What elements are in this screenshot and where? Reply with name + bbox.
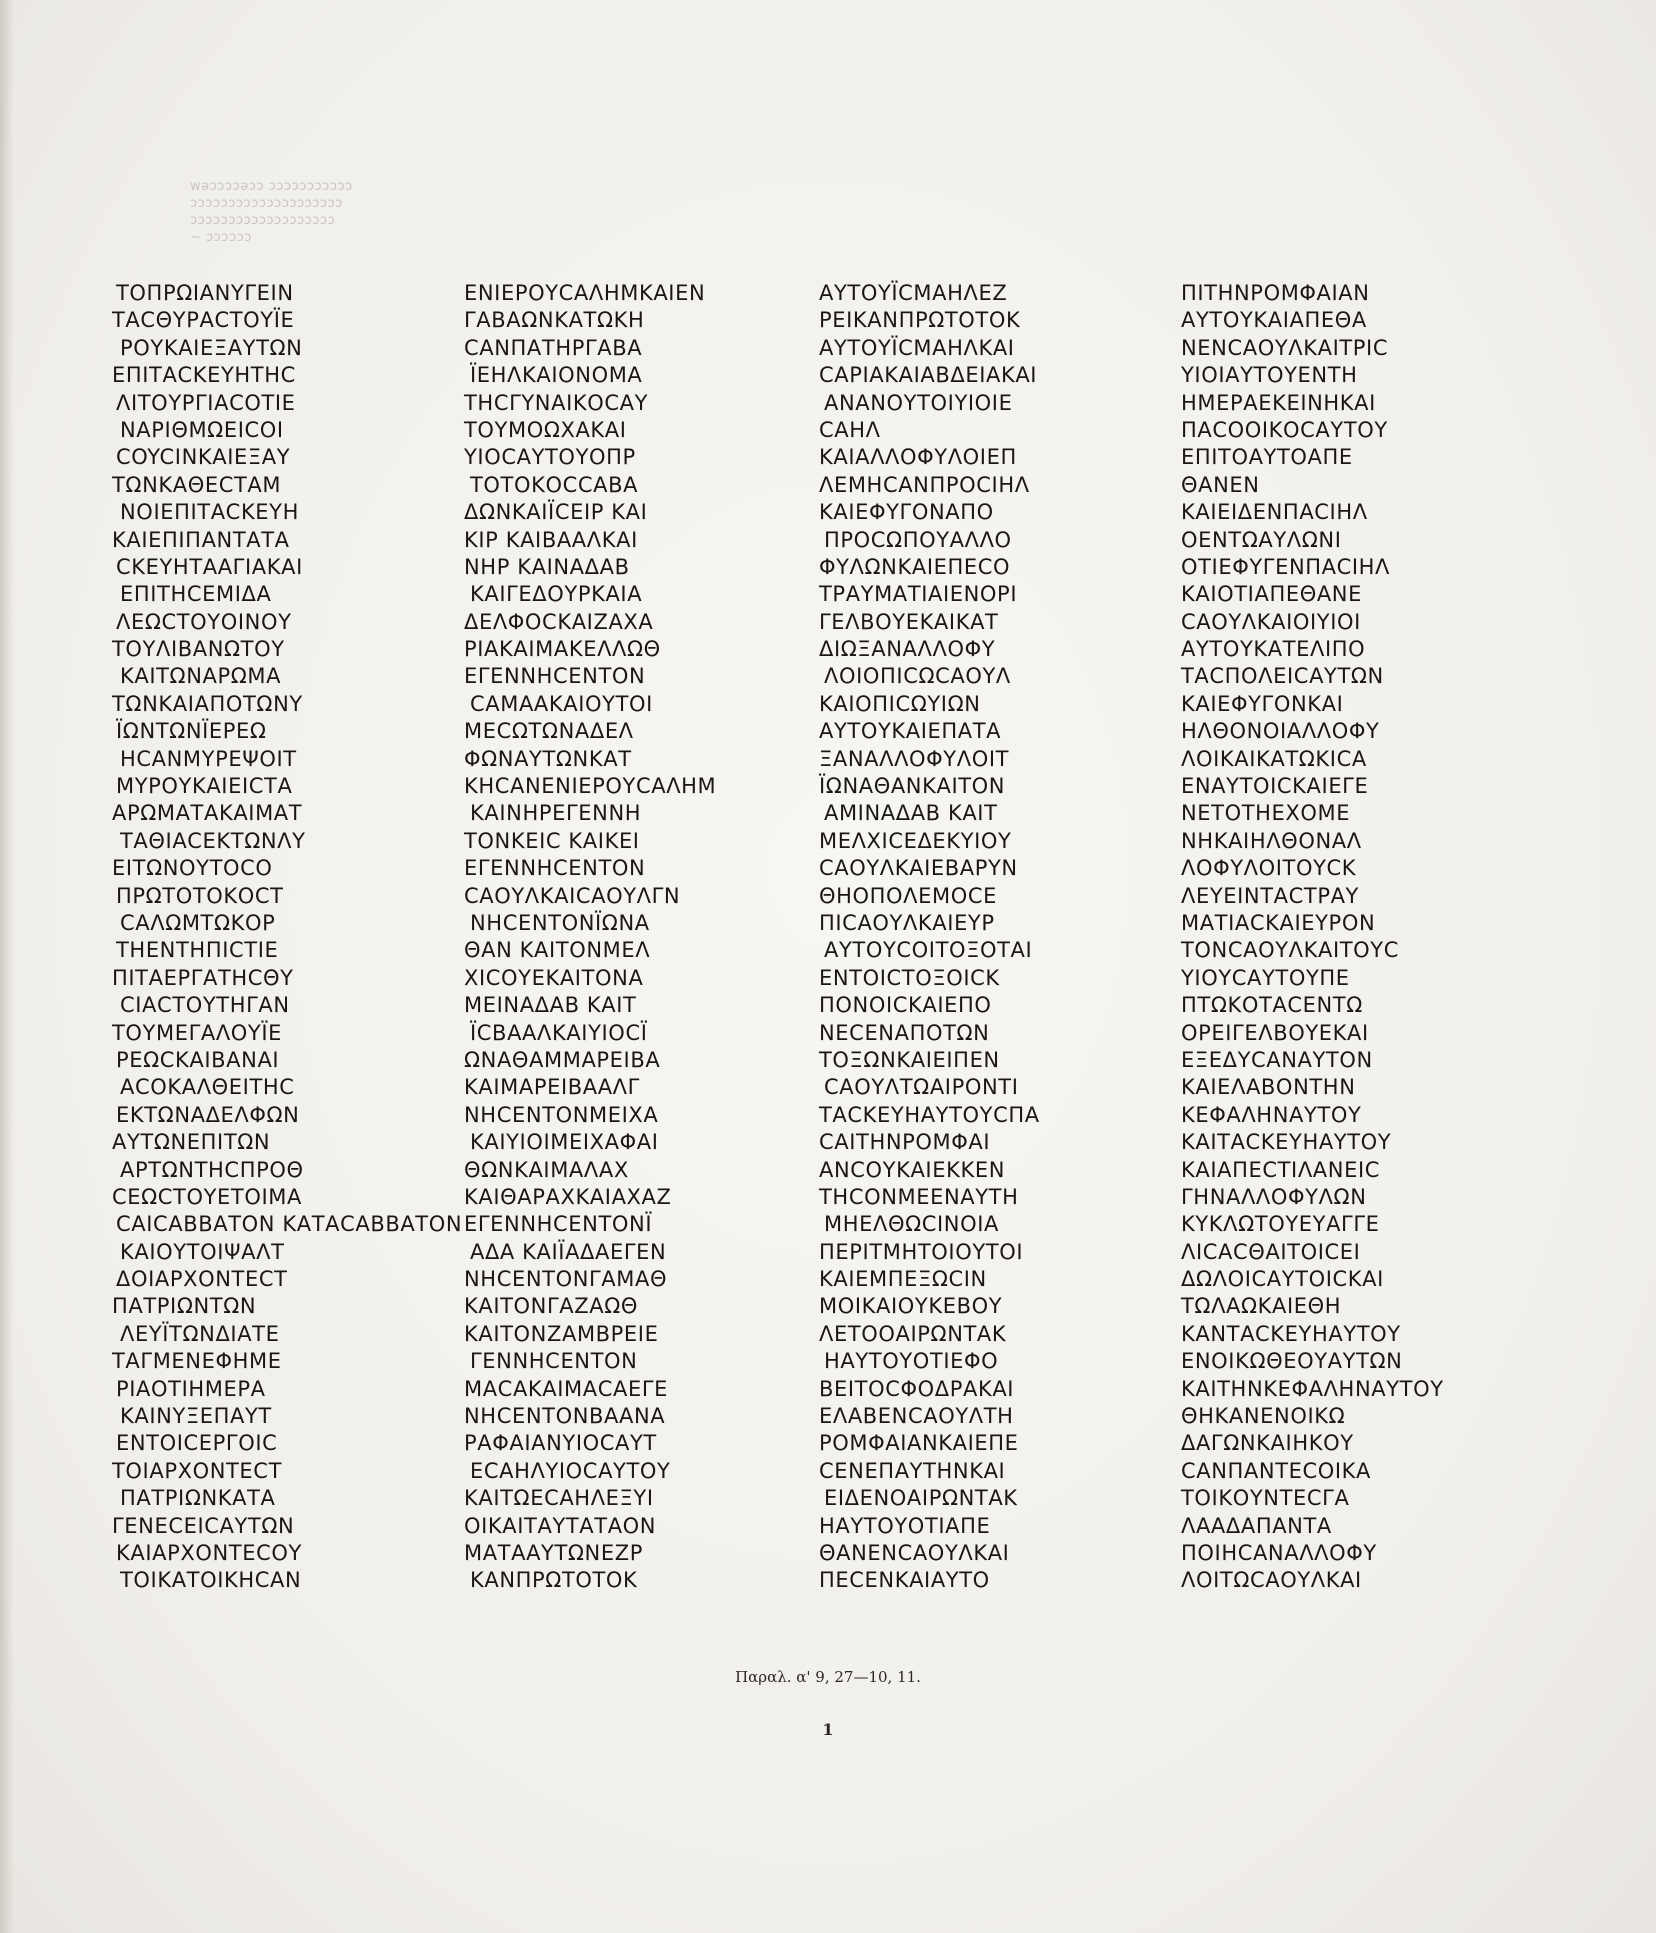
text-line: ΤΑCΚΕΥΗΑΥΤΟΥCΠΑ bbox=[819, 1102, 1040, 1127]
text-line: ΤΩΛΑΩΚΑΙΕΘΗ bbox=[1181, 1294, 1342, 1319]
text-line: ΠΡΟCΩΠΟΥΑΛΛΟ bbox=[824, 527, 1012, 552]
text-line: ΟΙΚΑΙΤΑΥΤΑΤΑΟΝ bbox=[464, 1513, 657, 1538]
bleed-through-line: wəɔɔɔɔəɔɔ ɔɔɔɔɔɔɔɔɔɔɔ bbox=[190, 179, 353, 194]
text-line: ΑΥΤΟΥΚΑΙΑΠΕΘΑ bbox=[1181, 308, 1367, 333]
text-line: ΤΟΞΩΝΚΑΙΕΙΠΕΝ bbox=[819, 1047, 1000, 1072]
text-line: ΚΑΙΟΥΤΟΙΨΑΛΤ bbox=[120, 1239, 285, 1264]
text-line: ΚΑΝΠΡΩΤΟΤΟΚ bbox=[470, 1568, 638, 1593]
text-column-4 bbox=[1181, 280, 1501, 1595]
text-line: CΑΝΠΑΤΗΡΓΑΒΑ bbox=[464, 335, 643, 360]
text-line: ΑCΟΚΑΛΘΕΙΤΗC bbox=[120, 1075, 295, 1100]
text-line: ΔΑΓΩΝΚΑΙΗΚΟΥ bbox=[1181, 1431, 1354, 1456]
text-line: ΗΑΥΤΟΥΟΤΙΕΦΟ bbox=[824, 1349, 999, 1374]
text-line: ΚΑΙΜΑΡΕΙΒΑΑΛΓ bbox=[464, 1075, 640, 1100]
text-column-2 bbox=[464, 280, 784, 1595]
text-line: ΝΟΙΕΠΙΤΑCΚΕΥΗ bbox=[120, 500, 299, 525]
text-line: ΕΠΙΤΟΑΥΤΟΑΠΕ bbox=[1181, 445, 1353, 470]
text-line: ΛΑΑΔΑΠΑΝΤΑ bbox=[1181, 1513, 1332, 1538]
text-line: ΑΥΤΟΥΚΑΤΕΛΙΠΟ bbox=[1181, 637, 1366, 662]
text-line: ΚΑΙΑΠΕCΤΙΛΑΝΕΙC bbox=[1181, 1157, 1381, 1182]
text-line: CΕΝΕΠΑΥΤΗΝΚΑΙ bbox=[819, 1458, 1006, 1483]
text-line: ΤΟΥΛΙΒΑΝΩΤΟΥ bbox=[112, 637, 285, 662]
text-line: ΞΑΝΑΛΛΟΦΥΛΟΙΤ bbox=[819, 746, 1010, 771]
text-line: ΡΙΑΚΑΙΜΑΚΕΛΛΩΘ bbox=[464, 637, 661, 662]
text-line: ΦΩΝΑΥΤΩΝΚΑΤ bbox=[464, 746, 632, 771]
text-line: ΜΕΙΝΑΔΑΒ ΚΑΙΤ bbox=[464, 993, 637, 1018]
text-line: ΚΑΙΕΛΑΒΟΝΤΗΝ bbox=[1181, 1075, 1356, 1100]
text-line: ΤΗCΓΥΝΑΙΚΟCΑΥ bbox=[464, 390, 649, 415]
text-line: ΜΑΤΑΑΥΤΩΝΕΖΡ bbox=[464, 1540, 643, 1565]
text-line: CΑΜΑΑΚΑΙΟΥΤΟΙ bbox=[470, 691, 653, 716]
text-line: ΚΑΙΑΛΛΟΦΥΛΟΙΕΠ bbox=[819, 445, 1017, 470]
text-line: ΚΑΙΕΦΥΓΟΝΚΑΙ bbox=[1181, 691, 1344, 716]
text-line: ΒΕΙΤΟCΦΟΔΡΑΚΑΙ bbox=[819, 1376, 1015, 1401]
text-line: COYCINΚΑΙΕΞΑΥ bbox=[116, 445, 291, 470]
text-line: ΕΠΙΤΗCΕΜΙΔΑ bbox=[120, 582, 272, 607]
text-line: ΤΩΝΚΑΘΕCΤΑΜ bbox=[112, 472, 282, 497]
text-line: ΚΑΙΘΑΡΑΧΚΑΙΑΧΑΖ bbox=[464, 1184, 672, 1209]
text-line: ΡΟΜΦΑΙΑΝΚΑΙΕΠΕ bbox=[819, 1431, 1019, 1456]
text-line: ΚΑΙΤΩΕCΑΗΛΕΞΥΙ bbox=[464, 1486, 654, 1511]
text-line: CΑΟΥΛΚΑΙΟΙΥΙΟΙ bbox=[1181, 609, 1361, 634]
text-line: ΕΠΙΤΑCΚΕΥΗΤΗC bbox=[112, 363, 296, 388]
text-line: ΕΝΤΟΙCΕΡΓΟΙC bbox=[116, 1431, 278, 1456]
text-line: ΕCΑΗΛΥΙΟCΑΥΤΟΥ bbox=[470, 1458, 671, 1483]
text-line: ΛΕΩCΤΟΥΟΙΝΟΥ bbox=[116, 609, 292, 634]
text-line: ΜΕΛΧΙCΕΔΕΚΥΙΟΥ bbox=[819, 828, 1012, 853]
text-line: ΑΥΤΟΥΚΑΙΕΠΑΤΑ bbox=[819, 719, 1002, 744]
text-line: ΕΞΕΔΥCΑΝΑΥΤΟΝ bbox=[1181, 1047, 1373, 1072]
text-line: ΤΟΙΑΡΧΟΝΤΕCΤ bbox=[112, 1458, 282, 1483]
text-line: ΕΝΑΥΤΟΙCΚΑΙΕΓΕ bbox=[1181, 774, 1369, 799]
text-line: ΘΩΝΚΑΙΜΑΛΑΧ bbox=[464, 1157, 629, 1182]
text-line: ΗΜΕΡΑΕΚΕΙΝΗΚΑΙ bbox=[1181, 390, 1376, 415]
text-line: ΓΑΒΑΩΝΚΑΤΩΚΗ bbox=[464, 308, 645, 333]
text-line: ΤΟΥΜΟΩΧΑΚΑΙ bbox=[464, 417, 627, 442]
text-line: ΡΕΩCΚΑΙΒΑΝΑΙ bbox=[116, 1047, 280, 1072]
text-line: ΗCΑΝΜΥΡΕΨΟΙΤ bbox=[120, 746, 297, 771]
text-line: ΟΡΕΙΓΕΛΒΟΥΕΚΑΙ bbox=[1181, 1020, 1369, 1045]
bleed-through-line: ~ ɔɔɔɔɔɔ bbox=[190, 230, 252, 245]
text-line: ΕΛΑΒΕΝCΑΟΥΛΤΗ bbox=[819, 1404, 1014, 1429]
text-line: ΗΛΘΟΝΟΙΑΛΛΟΦΥ bbox=[1181, 719, 1380, 744]
text-line: ΕΙΤΩΝΟΥΤΟCΟ bbox=[112, 856, 273, 881]
bleed-through-line: ɔɔɔɔɔɔɔɔɔɔɔɔɔɔɔɔɔɔɔ bbox=[190, 213, 336, 228]
text-line: ΑΔΑ ΚΑΙΪΑΔΑΕΓΕΝ bbox=[470, 1239, 667, 1264]
text-line: ΔΩΝΚΑΙΪCΕΙΡ ΚΑΙ bbox=[464, 500, 648, 525]
text-line: ΜΑΤΙΑCΚΑΙΕΥΡΟΝ bbox=[1181, 910, 1376, 935]
text-line: ΝΗΡ ΚΑΙΝΑΔΑΒ bbox=[464, 554, 630, 579]
text-line: ΚΕΦΑΛΗΝΑΥΤΟΥ bbox=[1181, 1102, 1362, 1127]
text-line: ΚΑΙΤΟΝΖΑΜΒΡΕΙΕ bbox=[464, 1321, 659, 1346]
text-line: ΚΗCΑΝΕΝΙΕΡΟΥCΑΛΗΜ bbox=[464, 774, 717, 799]
text-line: ΝΗCΕΝΤΟΝΒΑΑΝΑ bbox=[464, 1404, 666, 1429]
text-line: CΙΑCΤΟΥΤΗΓΑΝ bbox=[120, 993, 290, 1018]
text-line: ΕΝΙΕΡΟΥCΑΛΗΜΚΑΙΕΝ bbox=[464, 281, 706, 305]
text-line: ΤΗΕΝΤΗΠΙCΤΙΕ bbox=[116, 938, 279, 963]
text-line: ΤΟΝΚΕΙC ΚΑΙΚΕΙ bbox=[464, 828, 640, 853]
text-line: ΥΙΟΥCΑΥΤΟΥΠΕ bbox=[1181, 965, 1350, 990]
text-line: ΚΑΙΕΠΙΠΑΝΤΑΤΑ bbox=[112, 527, 290, 552]
text-line: ΜΕCΩΤΩΝΑΔΕΛ bbox=[464, 719, 634, 744]
text-line: ΘΗΟΠΟΛΕΜΟCΕ bbox=[819, 883, 997, 908]
text-line: ΝΕΝCΑΟΥΛΚΑΙΤΡΙC bbox=[1181, 335, 1389, 360]
text-columns bbox=[112, 280, 1532, 1600]
text-line: ΡΙΑΟΤΙΗΜΕΡΑ bbox=[116, 1376, 266, 1401]
text-column-1 bbox=[112, 280, 463, 1595]
text-line: ΑΥΤΟΥΪCΜΑΗΛΕΖ bbox=[819, 281, 1008, 305]
text-line: ΚΑΙΝΗΡΕΓΕΝΝΗ bbox=[470, 801, 642, 826]
text-line: ΛΟΦΥΛΟΙΤΟΥCΚ bbox=[1181, 856, 1357, 881]
text-line: ΪΩΝΑΘΑΝΚΑΙΤΟΝ bbox=[819, 774, 1006, 799]
text-line: ΤΑΘΙΑCΕΚΤΩΝΛΥ bbox=[120, 828, 306, 853]
text-line: CΑΟΥΛΚΑΙCΑΟΥΛΓΝ bbox=[464, 883, 681, 908]
text-line: ΚΑΙΥΙΟΙΜΕΙΧΑΦΑΙ bbox=[470, 1130, 659, 1155]
text-line: ΔΙΩΞΑΝΑΛΛΟΦΥ bbox=[819, 637, 996, 662]
text-line: ΑΝCΟΥΚΑΙΕΚΚΕΝ bbox=[819, 1157, 1006, 1182]
text-line: ΥΙΟΙΑΥΤΟΥΕΝΤΗ bbox=[1181, 363, 1358, 388]
text-line: ΟΕΝΤΩΑΥΛΩΝΙ bbox=[1181, 527, 1342, 552]
text-line: CΕΩCΤΟΥΕΤΟΙΜΑ bbox=[112, 1184, 302, 1209]
text-line: ΠΑΤΡΙΩΝΚΑΤΑ bbox=[120, 1486, 276, 1511]
text-line: ΑΥΤΟΥCΟΙΤΟΞΟΤΑΙ bbox=[824, 938, 1033, 963]
text-line: CΑΛΩΜΤΩΚΟΡ bbox=[120, 910, 276, 935]
text-line: ΛΙΤΟΥΡΓΙΑCΟΤΙΕ bbox=[116, 390, 296, 415]
text-line: ΠΤΩΚΟΤΑCΕΝΤΩ bbox=[1181, 993, 1363, 1018]
text-line: ΛΕΜΗCΑΝΠΡΟCΙΗΛ bbox=[819, 472, 1030, 497]
text-line: ΤΑΓΜΕΝΕΦΗΜΕ bbox=[112, 1349, 282, 1374]
text-line: ΘΑΝΕΝCΑΟΥΛΚΑΙ bbox=[819, 1540, 1010, 1565]
text-line: CΑΡΙΑΚΑΙΑΒΔΕΙΑΚΑΙ bbox=[819, 363, 1038, 388]
text-line: ΕΝΤΟΙCΤΟΞΟΙCΚ bbox=[819, 965, 1000, 990]
text-line: ΝΑΡΙΘΜΩΕΙCΟΙ bbox=[120, 417, 284, 442]
text-line: ΕΓΕΝΝΗCΕΝΤΟΝ bbox=[464, 664, 646, 689]
text-line: ΔΩΛΟΙCΑΥΤΟΙCΚΑΙ bbox=[1181, 1267, 1384, 1292]
text-line: CΑΙCΑΒΒΑΤΟΝ ΚΑΤΑCΑΒΒΑΤΟΝ bbox=[116, 1212, 463, 1237]
text-line: ΠΙΤΑΕΡΓΑΤΗCΘΥ bbox=[112, 965, 294, 990]
text-line: ΓΕΛΒΟΥΕΚΑΙΚΑΤ bbox=[819, 609, 999, 634]
text-line: ΡΟΥΚΑΙΕΞΑΥΤΩΝ bbox=[120, 335, 303, 360]
text-line: ΠΕCΕΝΚΑΙΑΥΤΟ bbox=[819, 1568, 990, 1593]
page-edge-shadow bbox=[0, 0, 14, 1933]
text-line: ΤΡΑΥΜΑΤΙΑΙΕΝΟΡΙ bbox=[819, 582, 1018, 607]
text-line: ΘΑΝ ΚΑΙΤΟΝΜΕΛ bbox=[464, 938, 651, 963]
bleed-through-note bbox=[190, 178, 520, 246]
text-line: CΑΟΥΛΚΑΙΕΒΑΡΥΝ bbox=[819, 856, 1018, 881]
text-line: ΧΙCΟΥΕΚΑΙΤΟΝΑ bbox=[464, 965, 644, 990]
text-line: ΝΗΚΑΙΗΛΘΟΝΑΛ bbox=[1181, 828, 1362, 853]
text-line: ΠΑCΟΟΙΚΟCΑΥΤΟΥ bbox=[1181, 417, 1388, 442]
text-line: ΥΙΟCΑΥΤΟΥΟΠΡ bbox=[464, 445, 636, 470]
text-line: ΑΡΩΜΑΤΑΚΑΙΜΑΤ bbox=[112, 801, 303, 826]
text-line: ΠΙΤΗΝΡΟΜΦΑΙΑΝ bbox=[1181, 281, 1370, 305]
text-line: ΕΚΤΩΝΑΔΕΛΦΩΝ bbox=[116, 1102, 300, 1127]
text-line: CΑΗΛ bbox=[819, 417, 881, 442]
text-line: ΩΝΑΘΑΜΜΑΡΕΙΒΑ bbox=[464, 1047, 661, 1072]
text-line: ΤΟΝCΑΟΥΛΚΑΙΤΟΥC bbox=[1181, 938, 1399, 963]
text-line: ΟΤΙΕΦΥΓΕΝΠΑCΙΗΛ bbox=[1181, 554, 1391, 579]
text-line: ΛΕΥΕΙΝΤΑCΤΡΑΥ bbox=[1181, 883, 1359, 908]
text-line: ΡΕΙΚΑΝΠΡΩΤΟΤΟΚ bbox=[819, 308, 1021, 333]
text-line: ΝΕCΕΝΑΠΟΤΩΝ bbox=[819, 1020, 990, 1045]
page-number: 1 bbox=[822, 1720, 834, 1739]
text-line: ΠΑΤΡΙΩΝΤΩΝ bbox=[112, 1294, 257, 1319]
text-line: ΚΑΙΑΡΧΟΝΤΕCΟΥ bbox=[116, 1540, 302, 1565]
text-line: ΘΗΚΑΝΕΝΟΙΚΩ bbox=[1181, 1404, 1346, 1429]
text-line: ΤΑCΠΟΛΕΙCΑΥΤΩΝ bbox=[1181, 664, 1384, 689]
text-line: ΤΩΝΚΑΙΑΠΟΤΩΝΥ bbox=[112, 691, 303, 716]
text-line: ΚΑΙΕΜΠΕΞΩCΙΝ bbox=[819, 1267, 987, 1292]
text-line: ΠΟΙΗCΑΝΑΛΛΟΦΥ bbox=[1181, 1540, 1377, 1565]
text-line: ΠΡΩΤΟΤΟΚΟCΤ bbox=[116, 883, 284, 908]
text-line: ΚΑΙΤΩΝΑΡΩΜΑ bbox=[120, 664, 282, 689]
text-line: ΕΝΟΙΚΩΘΕΟΥΑΥΤΩΝ bbox=[1181, 1349, 1403, 1374]
text-line: ΑΡΤΩΝΤΗCΠΡΟΘ bbox=[120, 1157, 304, 1182]
text-line: ΑΜΙΝΑΔΑΒ ΚΑΙΤ bbox=[824, 801, 998, 826]
text-line: ΛΙCΑCΘΑΙΤΟΙCΕΙ bbox=[1181, 1239, 1361, 1264]
text-line: ΕΙΔΕΝΟΑΙΡΩΝΤΑΚ bbox=[824, 1486, 1018, 1511]
text-line: ΚΑΙΤΟΝΓΑΖΑΩΘ bbox=[464, 1294, 638, 1319]
text-line: ΤΟΤΟΚΟCCΑΒΑ bbox=[470, 472, 639, 497]
text-line: ΠΟΝΟΙCΚΑΙΕΠΟ bbox=[819, 993, 992, 1018]
text-line: ΝΗCΕΝΤΟΝΜΕΙΧΑ bbox=[464, 1102, 659, 1127]
text-line: ΛΟΙΚΑΙΚΑΤΩΚΙCΑ bbox=[1181, 746, 1367, 771]
text-line: ΚΑΙΤΑCΚΕΥΗΑΥΤΟΥ bbox=[1181, 1130, 1392, 1155]
text-line: ΔΕΛΦΟCΚΑΙΖΑΧΑ bbox=[464, 609, 654, 634]
text-line: ΝΗCΕΝΤΟΝΪΩΝΑ bbox=[470, 910, 650, 935]
text-line: ΗΑΥΤΟΥΟΤΙΑΠΕ bbox=[819, 1513, 991, 1538]
text-line: ΓΕΝΝΗCΕΝΤΟΝ bbox=[470, 1349, 638, 1374]
bleed-through-line: ɔɔɔɔɔɔɔɔɔɔɔɔɔɔɔɔɔɔɔɔ bbox=[190, 196, 343, 211]
text-line: ΑΥΤΩΝΕΠΙΤΩΝ bbox=[112, 1130, 271, 1155]
text-line: ΛΕΤΟΟΑΙΡΩΝΤΑΚ bbox=[819, 1321, 1007, 1346]
text-line: ΤΗCΟΝΜΕΕΝΑΥΤΗ bbox=[819, 1184, 1019, 1209]
text-line: ΝΕΤΟΤΗΕΧΟΜΕ bbox=[1181, 801, 1351, 826]
text-line: CΑΙΤΗΝΡΟΜΦΑΙ bbox=[819, 1130, 991, 1155]
text-line: ΛΟΙΟΠΙCΩCΑΟΥΛ bbox=[824, 664, 1011, 689]
text-line: ΤΟΙΚΟΥΝΤΕCΓΑ bbox=[1181, 1486, 1350, 1511]
text-line: CΑΝΠΑΝΤΕCΟΙΚΑ bbox=[1181, 1458, 1372, 1483]
text-line: ΡΑΦΑΙΑΝΥΙΟCΑΥΤ bbox=[464, 1431, 657, 1456]
text-line: ΪCΒΑΑΛΚΑΙΥΙΟCΪ bbox=[470, 1020, 648, 1045]
text-line: ΚΑΝΤΑCΚΕΥΗΑΥΤΟΥ bbox=[1181, 1321, 1401, 1346]
text-line: ΠΙCΑΟΥΛΚΑΙΕΥΡ bbox=[819, 910, 995, 935]
text-line: ΪΕΗΛΚΑΙΟΝΟΜΑ bbox=[470, 363, 643, 388]
text-line: ΛΟΙΤΩCΑΟΥΛΚΑΙ bbox=[1181, 1568, 1362, 1593]
text-line: ΓΕΝΕCΕΙCΑΥΤΩΝ bbox=[112, 1513, 295, 1538]
text-line: ΤΑCΘΥΡΑCΤΟΥΪΕ bbox=[112, 308, 295, 333]
text-line: ΠΕΡΙΤΜΗΤΟΙΟΥΤΟΙ bbox=[819, 1239, 1024, 1264]
text-line: ΚΑΙΤΗΝΚΕΦΑΛΗΝΑΥΤΟΥ bbox=[1181, 1376, 1444, 1401]
text-line: ΝΗCΕΝΤΟΝΓΑΜΑΘ bbox=[464, 1267, 668, 1292]
text-line: ΚΑΙΕΙΔΕΝΠΑCΙΗΛ bbox=[1181, 500, 1368, 525]
text-line: ΚΙΡ ΚΑΙΒΑΑΛΚΑΙ bbox=[464, 527, 638, 552]
text-line: ΚΑΙΓΕΔΟΥΡΚΑΙΑ bbox=[470, 582, 643, 607]
text-line: ΚΑΙΝΥΞΕΠΑΥΤ bbox=[120, 1404, 272, 1429]
text-line: ΘΑΝΕΝ bbox=[1181, 472, 1260, 497]
text-line: ΤΟΙΚΑΤΟΙΚΗCΑΝ bbox=[120, 1568, 302, 1593]
text-line: ΛΕΥΪΤΩΝΔΙΑΤΕ bbox=[120, 1321, 280, 1346]
text-line: ΕΓΕΝΝΗCΕΝΤΟΝ bbox=[464, 856, 646, 881]
text-line: ΦΥΛΩΝΚΑΙΕΠΕCΟ bbox=[819, 554, 1011, 579]
text-line: ΚΥΚΛΩΤΟΥΕΥΑΓΓΕ bbox=[1181, 1212, 1380, 1237]
text-line: ΜΗΕΛΘΩCΙΝΟΙΑ bbox=[824, 1212, 999, 1237]
text-line: CΚΕΥΗΤΑΑΓΙΑΚΑΙ bbox=[116, 554, 303, 579]
text-line: ΑΥΤΟΥΪCΜΑΗΛΚΑΙ bbox=[819, 335, 1015, 360]
text-line: ΓΗΝΑΛΛΟΦΥΛΩΝ bbox=[1181, 1184, 1367, 1209]
text-line: ΜΥΡΟΥΚΑΙΕΙCΤΑ bbox=[116, 774, 293, 799]
text-line: ΚΑΙΕΦΥΓΟΝΑΠΟ bbox=[819, 500, 994, 525]
text-line: ΤΟΥΜΕΓΑΛΟΥΪΕ bbox=[112, 1020, 283, 1045]
text-line: ΔΟΙΑΡΧΟΝΤΕCΤ bbox=[116, 1267, 288, 1292]
text-line: ΑΝΑΝΟΥΤΟΙΥΙΟΙΕ bbox=[824, 390, 1013, 415]
text-line: ΤΟΠΡΩΙΑΝΥΓΕΙΝ bbox=[116, 281, 294, 305]
text-line: CΑΟΥΛΤΩΑΙΡΟΝΤΙ bbox=[824, 1075, 1019, 1100]
text-line: ΜΟΙΚΑΙΟΥΚΕΒΟΥ bbox=[819, 1294, 1003, 1319]
text-line: ΪΩΝΤΩΝΪΕΡΕΩ bbox=[116, 719, 267, 744]
text-line: ΚΑΙΟΤΙΑΠΕΘΑΝΕ bbox=[1181, 582, 1362, 607]
text-line: ΚΑΙΟΠΙCΩΥΙΩΝ bbox=[819, 691, 981, 716]
page-caption: Παραλ. α' 9, 27—10, 11. bbox=[735, 1668, 921, 1686]
text-column-3 bbox=[819, 280, 1139, 1595]
text-line: ΕΓΕΝΝΗCΕΝΤΟΝΪ bbox=[464, 1212, 653, 1237]
text-line: ΜΑCΑΚΑΙΜΑCΑΕΓΕ bbox=[464, 1376, 668, 1401]
